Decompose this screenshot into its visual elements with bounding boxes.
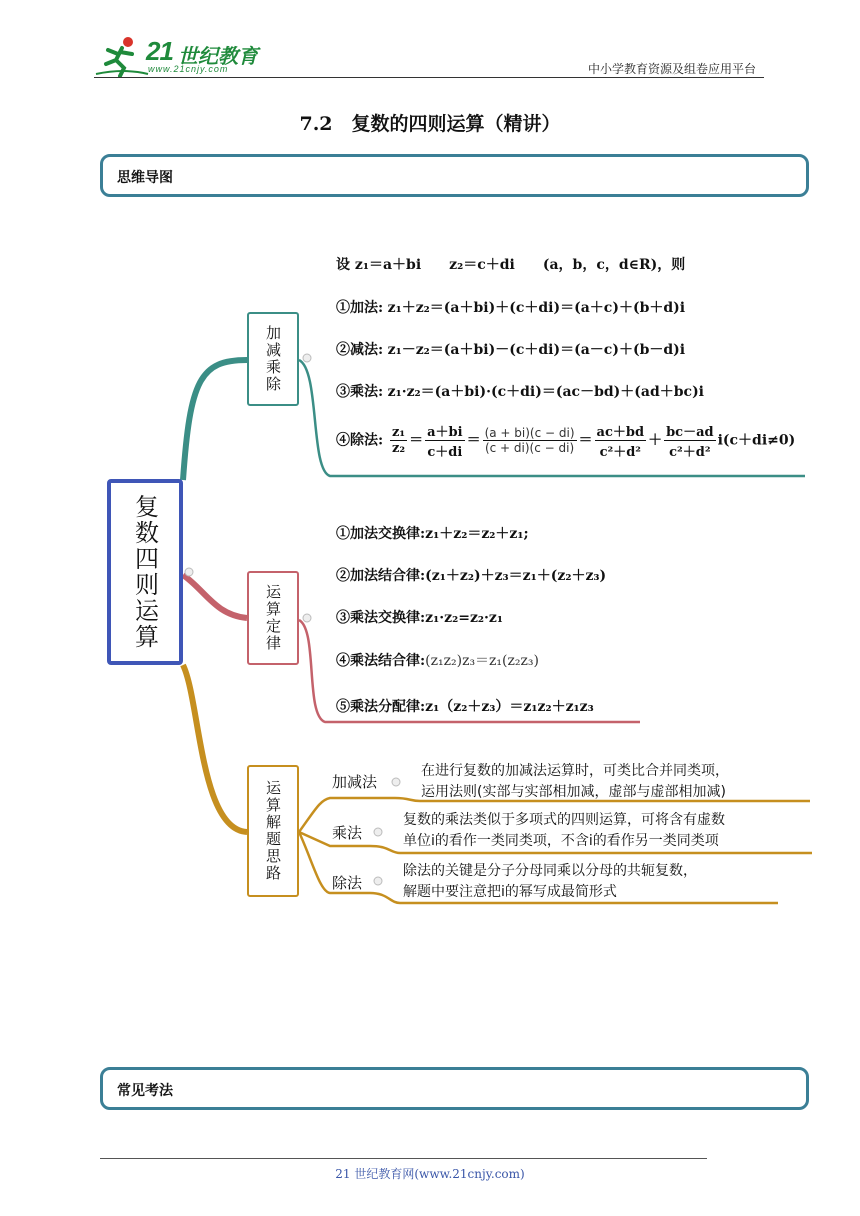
- division-fraction-5: $\frac{bc-ad}{\text{c²＋d²}}$: [664, 421, 716, 460]
- footer-text: 21 世纪教育网(www.21cnjy.com): [335, 1167, 525, 1181]
- subtraction-formula: z₁－z₂＝(a＋bi)－(c＋di)＝(a－c)＋(b－d)i: [387, 342, 686, 358]
- division-tail: i(c＋di≠0): [717, 432, 796, 449]
- node-dot: [374, 828, 382, 836]
- node-dot: [185, 568, 193, 576]
- multiplication-label: ③乘法:: [336, 384, 384, 400]
- header-tagline: 中小学教育资源及组卷应用平台: [587, 62, 756, 76]
- law-formula: z₁·z₂=z₂·z₁: [425, 610, 503, 626]
- division-line: ④除法: $\frac{\text{z₁}}{\text{z₂}}$ ＝ $\frac{a+bi}{c+di}$ ＝ $\frac{(a + bi)(c - di)}{(c + di)(c - di)}$ ＝ $\frac{ac+bd}{\text{c²＋d²}}$ ＋ $\frac{bc-ad}{\text{c²＋d²}}$ i(c＋di≠0): [336, 421, 795, 460]
- law-item: [336, 696, 594, 716]
- multiplication-line: [336, 381, 704, 401]
- connector-root-b1: [183, 360, 247, 480]
- multiplication-formula: z₁·z₂＝(a＋bi)·(c＋di)＝(ac－bd)＋(ad＋bc)i: [387, 384, 705, 400]
- strategy-div-desc: 除法的关键是分子分母同乘以分母的共轭复数， 解题中要注意把i的幂写成最简形式: [403, 863, 697, 900]
- law-item: [336, 607, 503, 627]
- law-formula: z₁（z₂＋z₃）＝z₁z₂＋z₁z₃: [425, 699, 594, 715]
- node-dot: [303, 354, 311, 362]
- root-label: 复数四则运算: [130, 494, 159, 650]
- branch-strategies-label: 运算解题思路: [264, 780, 282, 882]
- branch-arithmetic: [247, 312, 299, 406]
- addition-formula: z₁＋z₂＝(a＋bi)＋(c＋di)＝(a＋c)＋(b＋d)i: [387, 300, 686, 316]
- connector-root-b3: [183, 665, 247, 832]
- law-formula: (z₁＋z₂)＋z₃＝z₁＋(z₂＋z₃): [425, 568, 607, 584]
- law-label: ⑤乘法分配律:: [336, 699, 426, 715]
- division-fraction-2: $\frac{a+bi}{c+di}$: [425, 421, 464, 460]
- strategy-mul-label: 乘法: [332, 824, 363, 842]
- branch-laws-label: 运算定律: [264, 584, 282, 652]
- division-fraction-3: $\frac{(a + bi)(c - di)}{(c + di)(c - di)}$: [484, 426, 575, 455]
- strategy-div-label: 除法: [332, 874, 363, 892]
- division-fraction-1: $\frac{\text{z₁}}{\text{z₂}}$: [392, 425, 406, 456]
- logo-url: www.21cnjy.com: [148, 64, 229, 74]
- law-label: ②加法结合律:: [336, 568, 426, 584]
- strategy-add-label: 加减法: [332, 773, 378, 791]
- law-item: [336, 523, 529, 543]
- addition-label: ①加法:: [336, 300, 384, 316]
- branch-arithmetic-label: 加减乘除: [264, 325, 282, 393]
- branch-laws: [247, 571, 299, 665]
- page-title: 7.2 复数的四则运算（精讲）: [299, 113, 561, 135]
- law-formula: z₁＋z₂＝z₂＋z₁;: [425, 526, 529, 542]
- connector-root-b2: [183, 575, 247, 618]
- branch-strategies: [247, 765, 299, 897]
- node-dot: [374, 877, 382, 885]
- law-formula: (z₁z₂)z₃＝z₁(z₂z₃): [425, 653, 539, 669]
- logo-text: 世纪教育: [178, 44, 258, 68]
- law-label: ④乘法结合律:: [336, 653, 426, 669]
- law-item: [336, 650, 539, 670]
- exam-section-header: [100, 1067, 809, 1110]
- logo-number: 21: [146, 36, 173, 66]
- exam-section-label: 常见考法: [117, 1083, 173, 1099]
- subtraction-line: [336, 339, 685, 359]
- mindmap-root: [107, 479, 183, 665]
- mindmap-section-label: 思维导图: [117, 170, 173, 186]
- node-dot: [303, 614, 311, 622]
- division-label: ④除法:: [336, 432, 384, 449]
- law-item: [336, 565, 606, 585]
- addition-line: [336, 297, 685, 317]
- division-fraction-4: $\frac{ac+bd}{\text{c²＋d²}}$: [595, 421, 647, 460]
- node-dot: [392, 778, 400, 786]
- footer-divider: [100, 1158, 707, 1159]
- law-label: ①加法交换律:: [336, 526, 426, 542]
- strategy-mul-desc: 复数的乘法类似于多项式的四则运算，可将含有虚数 单位i的看作一类同类项，不含i的看作另一类同类项: [403, 812, 725, 849]
- law-label: ③乘法交换律:: [336, 610, 426, 626]
- strategy-add-desc: 在进行复数的加减法运算时，可类比合并同类项， 运用法则(实部与实部相加减，虚部与虚部相加减): [421, 763, 729, 800]
- subtraction-label: ②减法:: [336, 342, 384, 358]
- setup-line: 设 z₁＝a＋bi z₂＝c＋di (a，b，c，d∈R)，则: [336, 257, 686, 273]
